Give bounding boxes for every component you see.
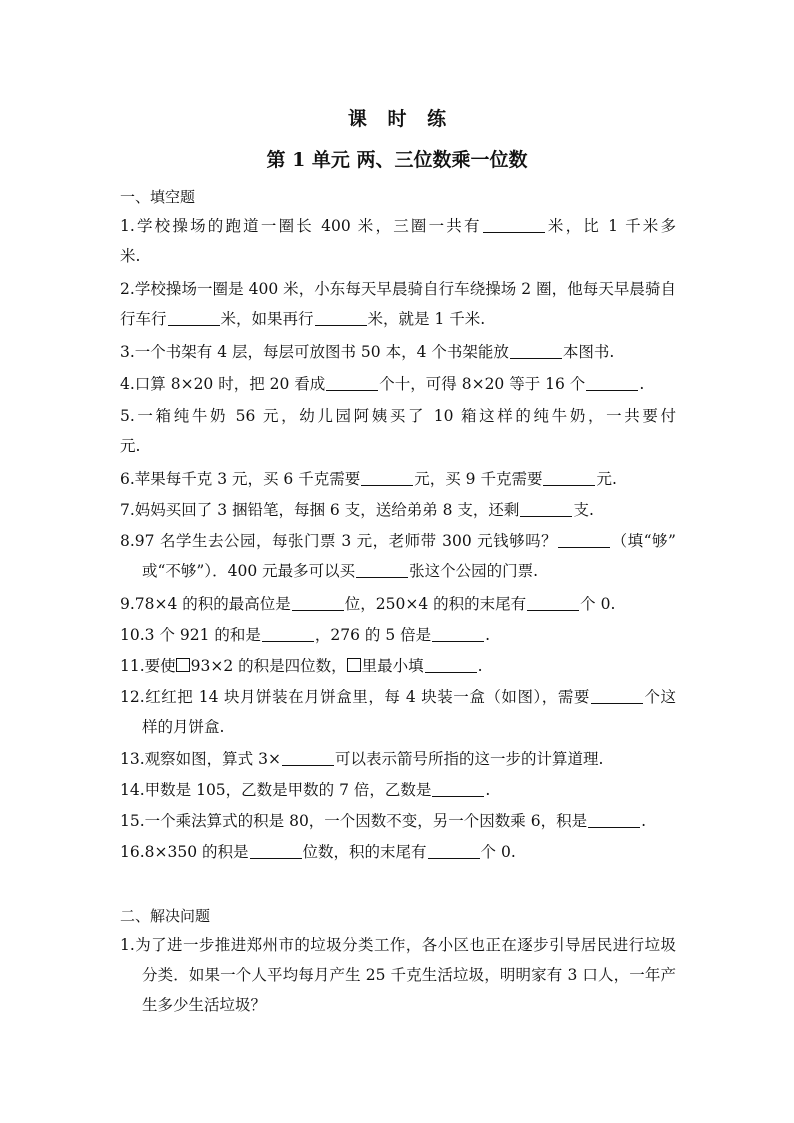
question-4: 4.口算 8×20 时，把 20 看成 个十，可得 8×20 等于 16 个 . [120, 369, 676, 399]
question-13: 13.观察如图，算式 3× 可以表示箭号所指的这一步的计算道理. [120, 744, 676, 774]
empty-box-icon [176, 658, 190, 672]
section-heading-fill-in: 一、填空题 [120, 188, 196, 206]
answer-blank[interactable] [591, 685, 643, 704]
answer-blank[interactable] [510, 340, 562, 359]
question-5: 5.一箱纯牛奶 56 元，幼儿园阿姨买了 10 箱这样的纯牛奶，一共要付 元. [120, 407, 676, 455]
answer-blank[interactable] [432, 778, 484, 797]
question-2: 2.学校操场一圈是 400 米，小东每天早晨骑自行车绕操场 2 圈，他每天早晨骑自 行车行 米，如果再行 米，就是 1 千米. [120, 280, 676, 328]
answer-blank[interactable] [262, 623, 314, 642]
question-8: 8.97 名学生去公园，每张门票 3 元，老师带 300 元钱够吗？ （填“够” 或“不够”）．400 元最多可以买 张这个公园的门票. [120, 526, 676, 586]
problem-1: 1.为了进一步推进郑州市的垃圾分类工作，各小区也正在逐步引导居民进行垃圾 分类．如果一个人平均每月产生 25 千克生活垃圾，明明家有 3 口人，一年产 生多少生活垃圾？ [120, 936, 676, 1014]
answer-blank[interactable] [315, 307, 367, 326]
answer-blank[interactable] [428, 840, 480, 859]
answer-blank[interactable] [527, 592, 579, 611]
question-16: 16.8×350 的积是 位数，积的末尾有 个 0. [120, 837, 676, 867]
question-6: 6.苹果每千克 3 元，买 6 千克需要 元，买 9 千克需要 元. [120, 464, 676, 494]
answer-blank[interactable] [425, 654, 477, 673]
question-7: 7.妈妈买回了 3 捆铅笔，每捆 6 支，送给弟弟 8 支，还剩 支. [120, 495, 676, 525]
answer-blank[interactable] [282, 747, 334, 766]
question-9: 9.78×4 的积的最高位是 位，250×4 的积的末尾有 个 0. [120, 589, 676, 619]
answer-blank[interactable] [432, 623, 484, 642]
question-3: 3.一个书架有 4 层，每层可放图书 50 本，4 个书架能放 本图书. [120, 337, 676, 367]
answer-blank[interactable] [356, 559, 408, 578]
question-15: 15.一个乘法算式的积是 80，一个因数不变，另一个因数乘 6，积是 . [120, 806, 676, 836]
empty-box-icon [347, 658, 361, 672]
section-heading-problem-solving: 二、解决问题 [120, 907, 211, 925]
answer-blank[interactable] [326, 372, 378, 391]
unit-subtitle: 第 1 单元 两、三位数乘一位数 [266, 149, 528, 171]
question-1: 1.学校操场的跑道一圈长 400 米，三圈一共有 米，比 1 千米多 米. [120, 211, 676, 271]
answer-blank[interactable] [558, 529, 610, 548]
question-11: 11.要使 93×2 的积是四位数， 里最小填 . [120, 651, 676, 681]
question-14: 14.甲数是 105，乙数是甲数的 7 倍，乙数是 . [120, 775, 676, 805]
answer-blank[interactable] [586, 372, 638, 391]
answer-blank[interactable] [250, 840, 302, 859]
answer-blank[interactable] [483, 214, 545, 233]
answer-blank[interactable] [292, 592, 344, 611]
question-12: 12.红红把 14 块月饼装在月饼盒里，每 4 块装一盒（如图），需要 个这 样的月饼盒. [120, 682, 676, 742]
page-title: 课 时 练 [347, 108, 447, 130]
question-10: 10.3 个 921 的和是 ，276 的 5 倍是 . [120, 620, 676, 650]
answer-blank[interactable] [168, 307, 220, 326]
answer-blank[interactable] [361, 467, 413, 486]
answer-blank[interactable] [588, 809, 640, 828]
answer-blank[interactable] [520, 498, 572, 517]
answer-blank[interactable] [543, 467, 595, 486]
